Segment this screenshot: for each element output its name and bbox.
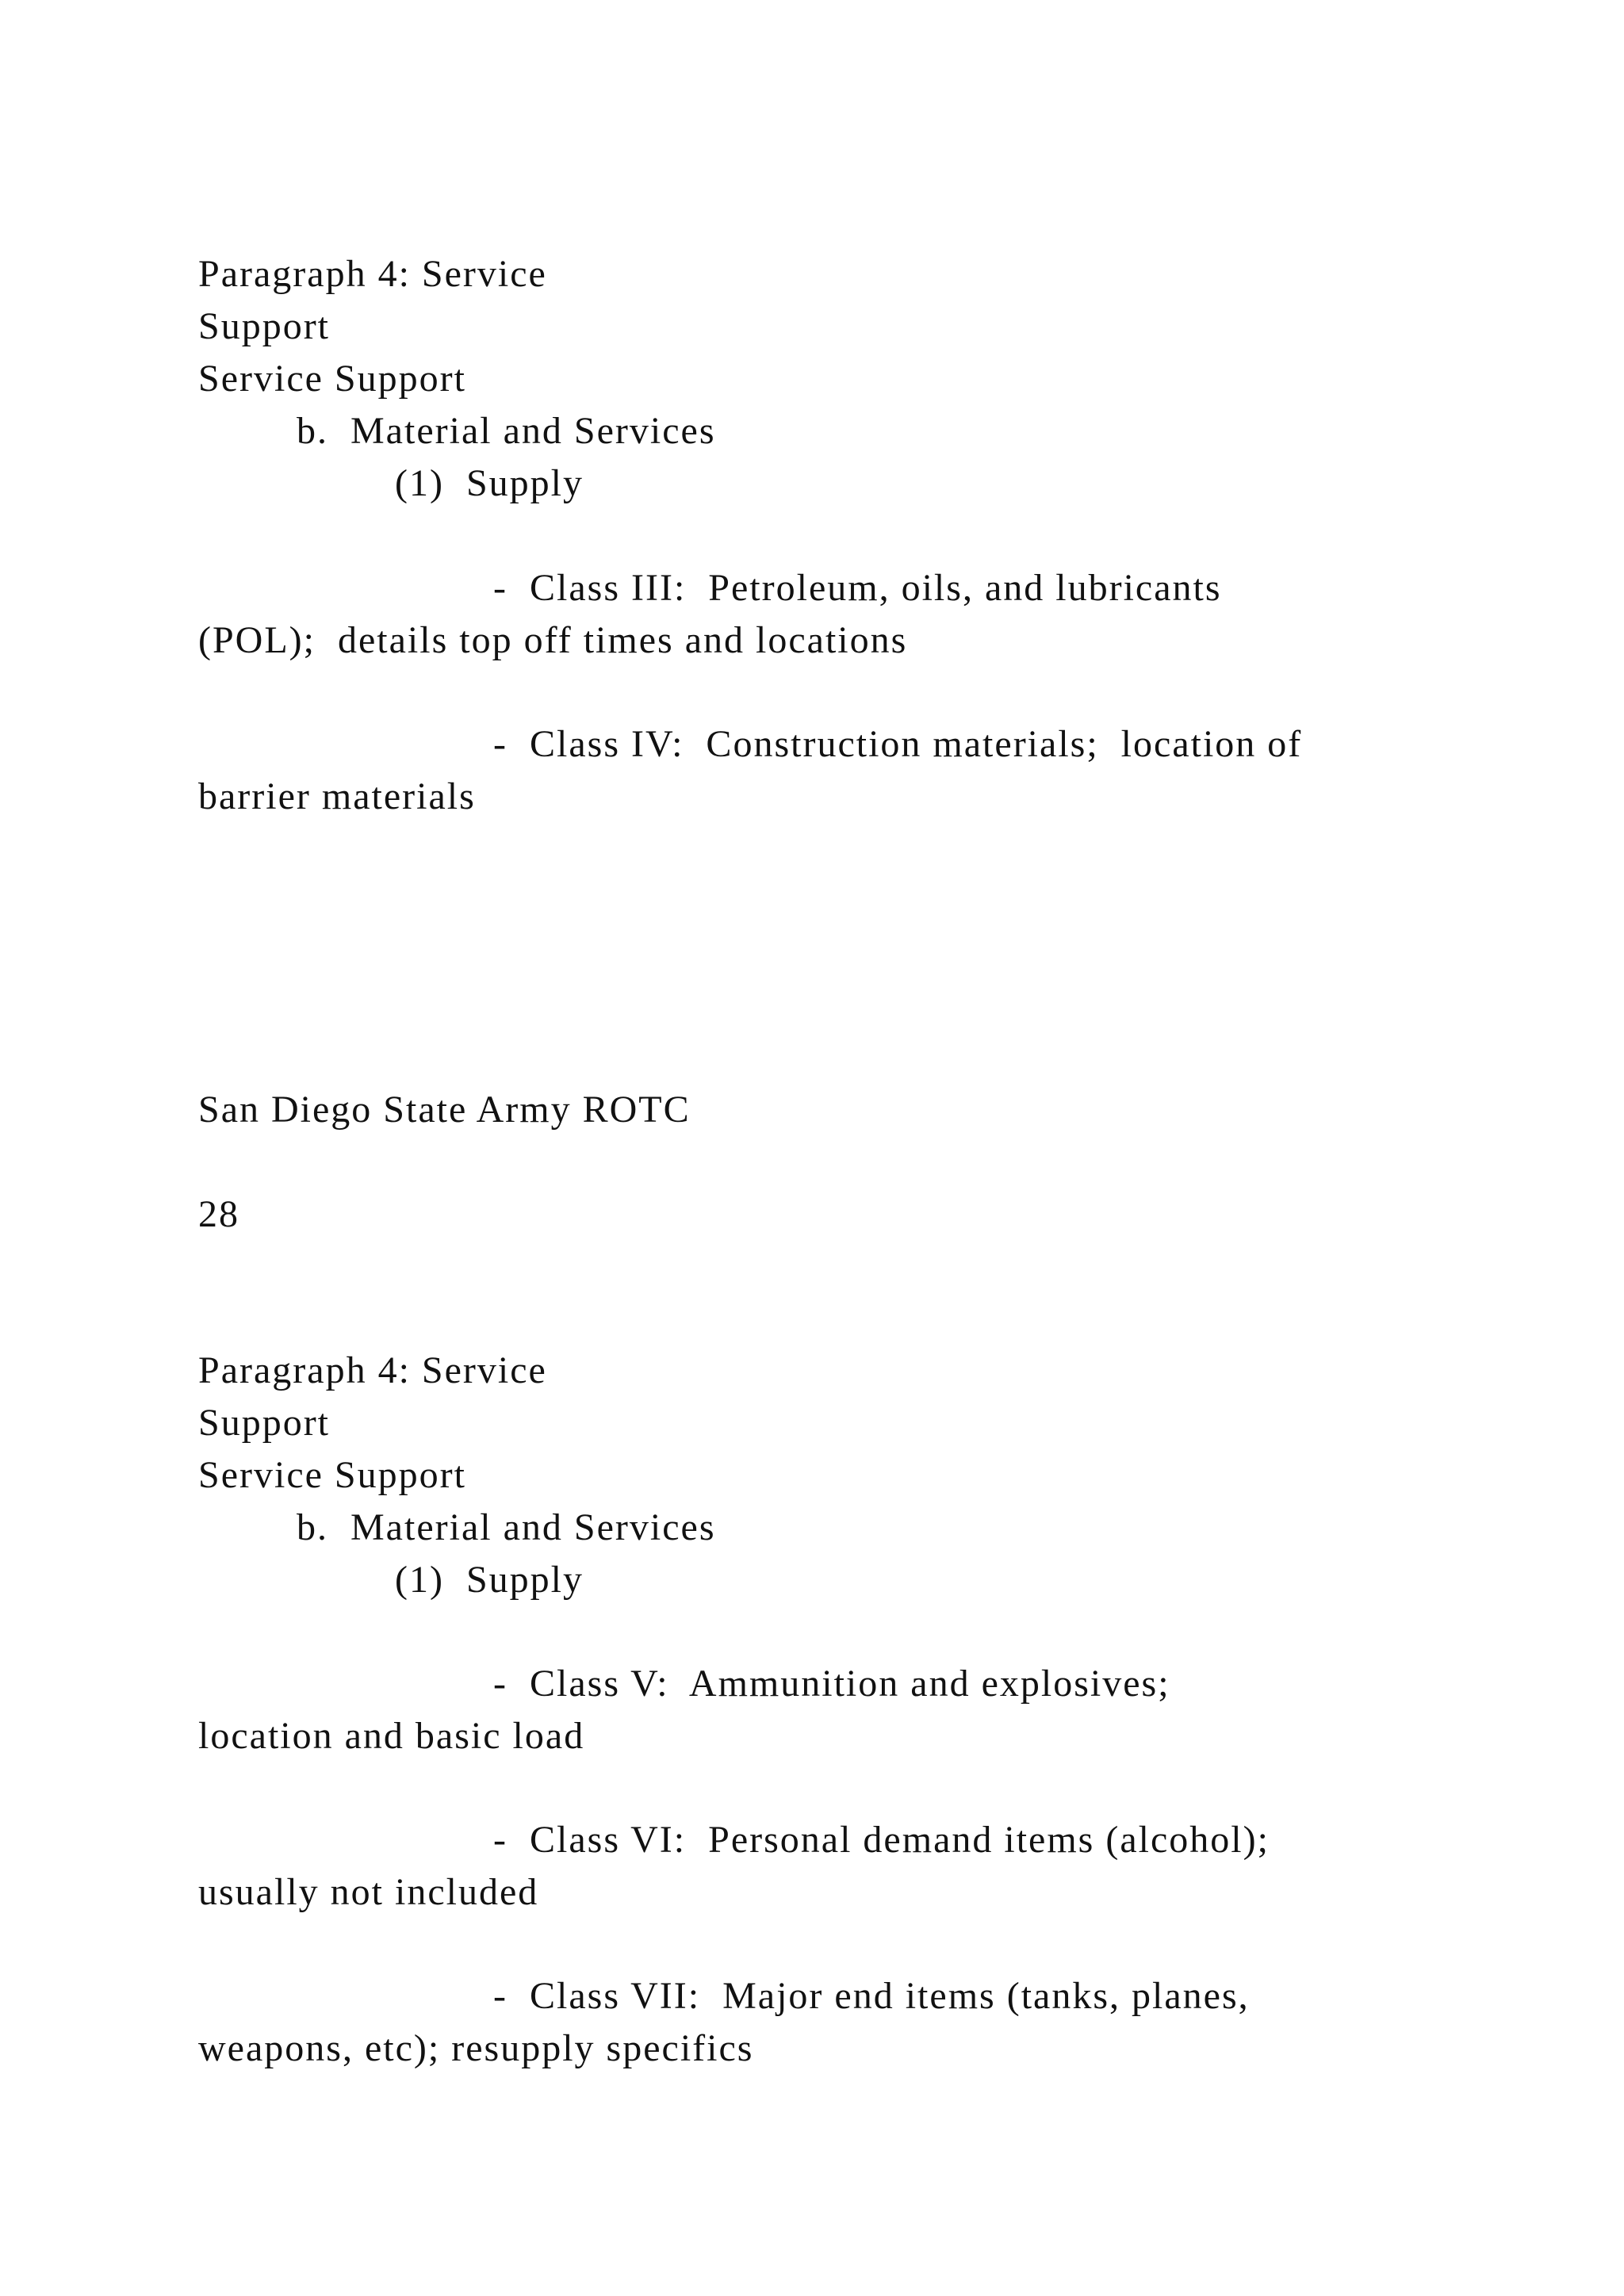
class-iii-line-2: (POL); details top off times and locations [198,619,908,661]
page-number: 28 [198,1193,239,1235]
section1-item-b: b. Material and Services [297,410,716,452]
section2-heading: Paragraph 4: Service [198,1349,547,1391]
section2-item-b: b. Material and Services [297,1506,716,1548]
section1-item-1: (1) Supply [395,462,584,504]
class-iv-line-1: - Class IV: Construction materials; location of [493,723,1303,765]
section1-heading-cont: Support [198,305,331,347]
class-v-line-1: - Class V: Ammunition and explosives; [493,1663,1170,1705]
class-v-line-2: location and basic load [198,1715,585,1757]
class-vii-line-2: weapons, etc); resupply specifics [198,2027,754,2069]
class-iv-line-2: barrier materials [198,775,476,817]
class-iii-line-1: - Class III: Petroleum, oils, and lubricants [493,567,1222,609]
section2-heading-cont: Support [198,1402,331,1444]
section1-heading: Paragraph 4: Service [198,253,547,295]
class-vi-line-2: usually not included [198,1871,539,1913]
section2-item-1: (1) Supply [395,1559,584,1601]
class-vi-line-1: - Class VI: Personal demand items (alcohol); [493,1819,1270,1861]
section1-subheading: Service Support [198,358,466,400]
footer-org: San Diego State Army ROTC [198,1089,691,1131]
section2-subheading: Service Support [198,1454,466,1496]
class-vii-line-1: - Class VII: Major end items (tanks, planes, [493,1975,1250,2017]
